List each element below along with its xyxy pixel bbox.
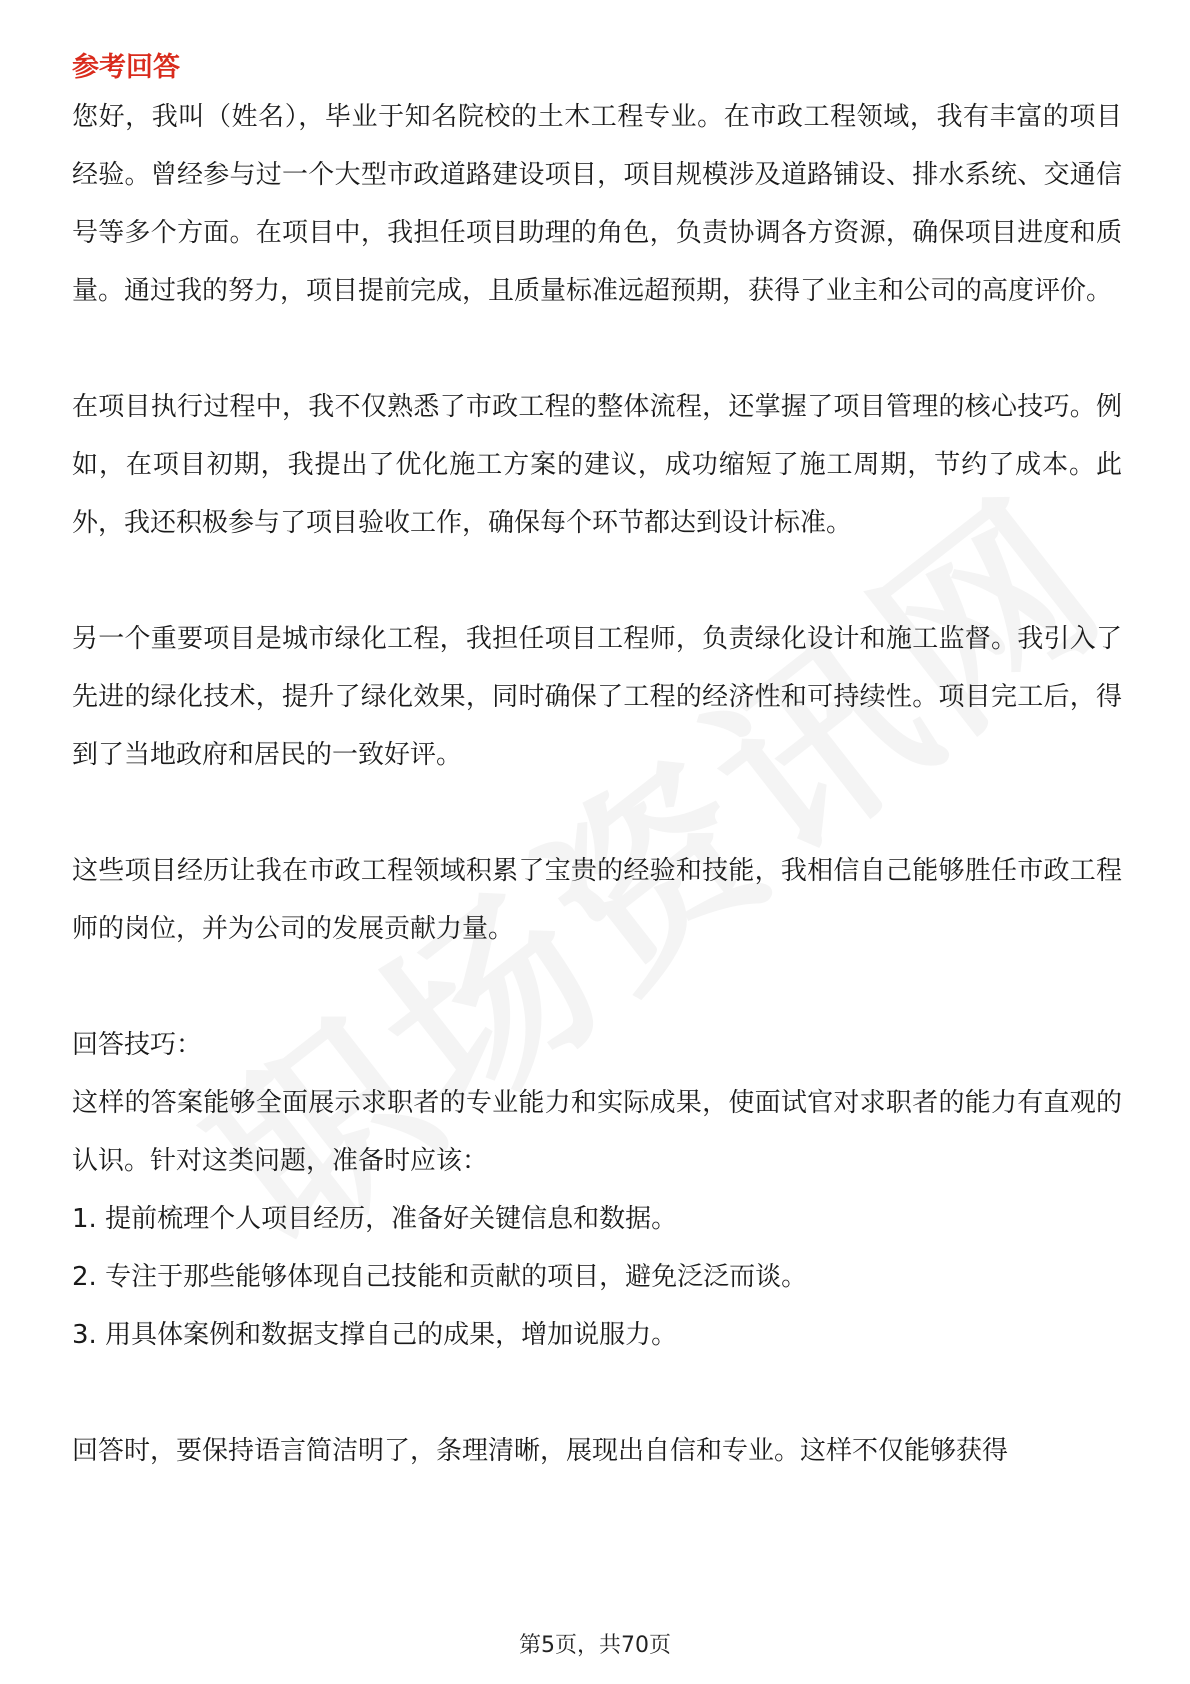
paragraph-2: 在项目执行过程中，我不仅熟悉了市政工程的整体流程，还掌握了项目管理的核心技巧。例如，在项目初期，我提出了优化施工方案的建议，成功缩短了施工周期，节约了成本。此外，我还积极参与了项目验收工作，确保每个环节都达到设计标准。 (72, 392, 1122, 538)
tips-title: 回答技巧： (72, 1030, 203, 1060)
tips-item-3: 3. 用具体案例和数据支撑自己的成果，增加说服力。 (72, 1320, 678, 1350)
paragraph-4: 这些项目经历让我在市政工程领域积累了宝贵的经验和技能，我相信自己能够胜任市政工程师的岗位，并为公司的发展贡献力量。 (72, 856, 1122, 944)
tips-item-1: 1. 提前梳理个人项目经历，准备好关键信息和数据。 (72, 1204, 678, 1234)
section-heading: 参考回答 (72, 52, 180, 83)
closing-paragraph: 回答时，要保持语言简洁明了，条理清晰，展现出自信和专业。这样不仅能够获得 (72, 1436, 1009, 1466)
paragraph-3: 另一个重要项目是城市绿化工程，我担任项目工程师，负责绿化设计和施工监督。我引入了先进的绿化技术，提升了绿化效果，同时确保了工程的经济性和可持续性。项目完工后，得到了当地政府和居民的一致好评。 (72, 624, 1122, 770)
document-body (72, 48, 1122, 1480)
tips-item-2: 2. 专注于那些能够体现自己技能和贡献的项目，避免泛泛而谈。 (72, 1262, 808, 1292)
paragraph-1: 您好，我叫（姓名），毕业于知名院校的土木工程专业。在市政工程领域，我有丰富的项目经验。曾经参与过一个大型市政道路建设项目，项目规模涉及道路铺设、排水系统、交通信号等多个方面。在项目中，我担任项目助理的角色，负责协调各方资源，确保项目进度和质量。通过我的努力，项目提前完成，且质量标准远超预期，获得了业主和公司的高度评价。 (72, 102, 1122, 306)
tips-intro: 这样的答案能够全面展示求职者的专业能力和实际成果，使面试官对求职者的能力有直观的认识。针对这类问题，准备时应该： (72, 1088, 1122, 1176)
page-number: 第5页，共70页 (519, 1633, 671, 1658)
